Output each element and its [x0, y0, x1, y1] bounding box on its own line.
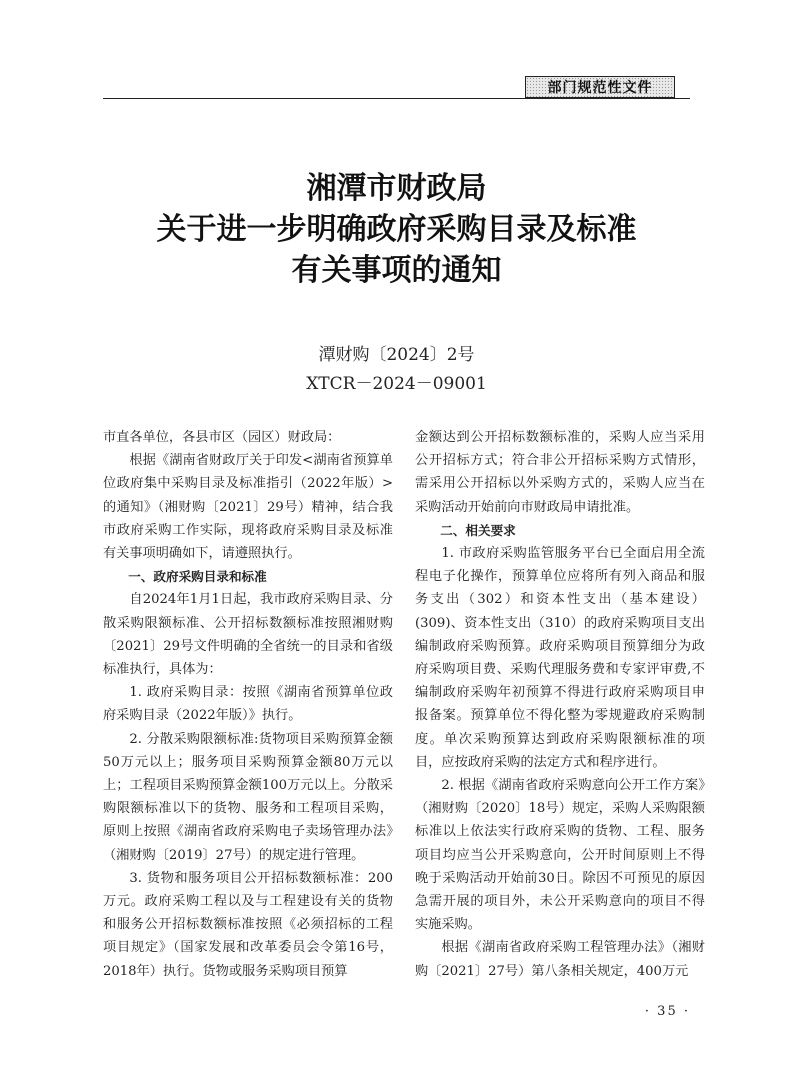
- section-heading-2: 二、相关要求: [440, 522, 516, 538]
- paragraph: 1. 市政府采购监管服务平台已全面启用全流程电子化操作，预算单位应将所有列入商品和服务支出（302）和资本性支出（基本建设）(309)、资本性支出（310）的政府采购项目支出编制政府采购预算。政府采购项目预算细分为政府采购项目费、采购代理服务费和专家评审费,不编制政府采购年初预算不得进行政府采购项目申报备案。预算单位不得化整为零规避政府采购制度。单次采购预算达到政府采购限额标准的项目，应按政府采购的法定方式和程序进行。: [415, 546, 705, 770]
- document-title: [0, 168, 793, 291]
- title-line-2: 关于进一步明确政府采购目录及标准: [156, 212, 637, 247]
- left-column: [103, 426, 393, 983]
- paragraph: 3. 货物和服务项目公开招标数额标准：200万元。政府采购工程以及与工程建设有关的货物和服务公开招标数额标准按照《必须招标的工程项目规定》（国家发展和改革委员会令第16号，2018年）执行。货物或服务采购项目预算: [103, 870, 393, 979]
- page-number: · 35 ·: [644, 1004, 690, 1019]
- section-tag: [525, 76, 675, 98]
- header-rule: [103, 98, 690, 99]
- paragraph-continued: 金额达到公开招标数额标准的，采购人应当采用公开招标方式；符合非公开招标采购方式情形，需采用公开招标以外采购方式的，采购人应当在采购活动开始前向市财政局申请批准。: [415, 430, 705, 515]
- paragraph: 自2024年1月1日起，我市政府采购目录、分散采购限额标准、公开招标数额标准按照湘财购〔2021〕29号文件明确的全省统一的目录和省级标准执行，具体为：: [103, 592, 393, 678]
- paragraph: 1. 政府采购目录：按照《湖南省预算单位政府采购目录（2022年版）》执行。: [103, 685, 393, 724]
- title-line-3: 有关事项的通知: [291, 253, 502, 288]
- section-heading-1: 一、政府采购目录和标准: [128, 569, 267, 585]
- document-number-block: [0, 341, 793, 399]
- document-code: XTCR－2024－09001: [306, 374, 487, 394]
- paragraph: 2. 根据《湖南省政府采购意向公开工作方案》（湘财购〔2020〕18号）规定，采购人采购限额标准以上依法实行政府采购的货物、工程、服务项目均应当公开采购意向，公开时间原则上不得晚于采购活动开始前30日。除因不可预见的原因急需开展的项目外，未公开采购意向的项目不得实施采购。: [415, 778, 705, 933]
- paragraph: 根据《湖南省政府采购工程管理办法》（湘财购〔2021〕27号）第八条相关规定，400万元: [415, 940, 705, 979]
- intro-paragraph: 根据《湖南省财政厅关于印发<湖南省预算单位政府集中采购目录及标准指引（2022年版）>的通知》（湘财购〔2021〕29号）精神，结合我市政府采购工作实际，现将政府采购目录及标准有关事项明确如下，请遵照执行。: [103, 453, 393, 562]
- title-line-1: 湘潭市财政局: [306, 171, 487, 206]
- section-tag-label: 部门规范性文件: [547, 80, 653, 96]
- right-column: [415, 426, 705, 983]
- salutation: 市直各单位，各县市区（园区）财政局：: [103, 430, 341, 445]
- paragraph: 2. 分散采购限额标准:货物项目采购预算金额50万元以上；服务项目采购预算金额80万元以上；工程项目采购预算金额100万元以上。分散采购限额标准以下的货物、服务和工程项目采购，原则上按照《湖南省政府采购电子卖场管理办法》（湘财购〔2019〕27号）的规定进行管理。: [103, 731, 393, 863]
- document-number: 潭财购〔2024〕2号: [318, 345, 475, 365]
